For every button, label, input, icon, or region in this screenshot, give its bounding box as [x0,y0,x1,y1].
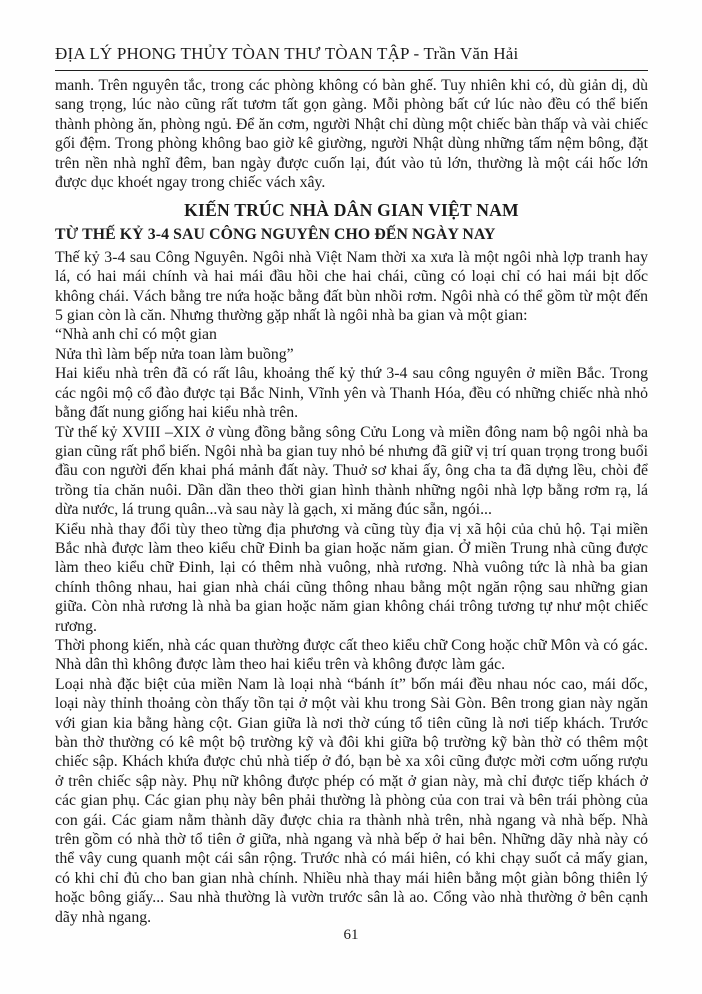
paragraph-regional-styles: Kiểu nhà thay đổi tùy theo từng địa phương và cũng tùy địa vị xã hội của chủ hộ. Tại miền Bắc nhà được làm theo kiểu chữ Đinh ba gian hoặc năm gian. Ở miền Trung nhà cũng được làm theo kiểu chữ Đinh, lại có thêm nhà vuông, nhà rương. Nhà vuông tức là nhà ba gian chính thông nhau, hai gian nhà chái cũng thông nhau bằng một ngăn rộng sau những gian giữa. Còn nhà rương là nhà ba gian hoặc năm gian không chái trông tương tự như một chiếc rương. [55,520,648,635]
folk-verse [55,325,648,364]
section-heading: KIẾN TRÚC NHÀ DÂN GIAN VIỆT NAM [184,200,519,221]
verse-line-2: Nửa thì làm bếp nửa toan làm buồng” [55,345,294,363]
running-header [55,44,648,64]
header-rule [55,70,648,71]
section-subheading: TỪ THẾ KỶ 3-4 SAU CÔNG NGUYÊN CHO ĐẾN NGÀY NAY [55,226,496,244]
paragraph-ancient-tombs: Hai kiểu nhà trên đã có rất lâu, khoảng thế kỷ thứ 3-4 sau công nguyên ở miền Bắc. Trong các ngôi mộ cổ đào được tại Bắc Ninh, Vĩnh yên và Thanh Hóa, đều có những chiếc nhà nhỏ bằng đất nung giống hai kiểu nhà trên. [55,365,648,422]
page-footer [0,926,702,944]
paragraph-southern-house: Loại nhà đặc biệt của miền Nam là loại nhà “bánh ít” bốn mái đều nhau nóc cao, mái dốc, loại này thỉnh thoảng còn thấy tồn tại ở một vài khu trong Sài Gòn. Bên trong gian này ngăn với gian kia bằng hàng cột. Gian giữa là nơi thờ cúng tổ tiên cũng là nơi tiếp khách. Trước bàn thờ thường có kê một bộ trường kỹ và đôi khi giữa bộ trường kỹ bàn thờ có thêm một chiếc sập. Khách khứa được chủ nhà tiếp ở đó, bạn bè xa xôi cũng được mời cơm uống rượu ở trên chiếc sập này. Phụ nữ không được phép có mặt ở gian này, mà chỉ được tiếp khách ở các gian phụ. Các gian phụ này bên phải thường là phòng của con trai và bên trái phòng của con gái. Các giam nằm thành dãy được chia ra thành nhà trên, nhà ngang và nhà bếp. Nhà trên gồm có nhà thờ tổ tiên ở giữa, nhà ngang và nhà bếp ở hai bên. Những dãy nhà này có thể vây cung quanh một cái sân rộng. Trước nhà có mái hiên, có khi chạy suốt cả mấy gian, có khi chỉ đủ cho ban gian nhà chính. Nhiều nhà thay mái hiên bằng một giàn bông thiên lý hoặc bông giấy... Sau nhà thường là vườn trước sân là ao. Cổng vào nhà thường ở bên cạnh dãy nhà ngang. [55,675,648,926]
paragraph-japanese-rooms: manh. Trên nguyên tắc, trong các phòng không có bàn ghế. Tuy nhiên khi có, dù giản dị, dù sang trọng, lúc nào cũng rất tươm tất gọn gàng. Mỗi phòng bất cứ lúc nào đều có thể biến thành phòng ăn, phòng ngủ. Để ăn cơm, người Nhật chỉ dùng một chiếc bàn thấp và vài chiếc gối đệm. Trong phòng không bao giờ kê giường, người Nhật dùng những tấm nệm bông, đặt trên nền nhà nghĩ đêm, ban ngày được cuốn lại, đút vào tủ lớn, thường là một cái hốc lớn được dục khoét ngay trong chiếc vách xây. [55,77,648,192]
paragraph-mekong-houses: Từ thế kỷ XVIII –XIX ở vùng đồng bằng sông Cửu Long và miền đông nam bộ ngôi nhà ba gian cũng rất phổ biến. Ngôi nhà ba gian tuy nhỏ bé nhưng đã giữ vị trí quan trọng trong buổi đầu con người đến khai phá mảnh đất này. Thuở sơ khai ấy, ông cha ta đã dựng lều, chòi để trồng tỉa chăn nuôi. Dần dần theo thời gian hình thành những ngôi nhà lợp bằng rơm rạ, lá dừa nước, lá trung quân...và sau này là gạch, xi măng đúc sẵn, ngói... [55,423,648,519]
paragraph-feudal-rules: Thời phong kiến, nhà các quan thường được cất theo kiểu chữ Cong hoặc chữ Môn và có gác. Nhà dân thì không được làm theo hai kiểu trên và không được làm gác. [55,636,648,674]
page-number: 61 [343,927,359,943]
running-header-title: ĐỊA LÝ PHONG THỦY TÒAN THƯ TÒAN TẬP - Trần Văn Hải [55,44,519,63]
page-body [55,76,648,927]
verse-line-1: “Nhà anh chỉ có một gian [55,326,217,344]
paragraph-house-origin: Thế kỷ 3-4 sau Công Nguyên. Ngôi nhà Việt Nam thời xa xưa là một ngôi nhà lợp tranh hay lá, có hai mái chính và hai mái đầu hồi che hai chái, cũng có loại chỉ có hai mái bịt dốc không chái. Vách bằng tre nứa hoặc bằng đất bùn nhồi rơm. Ngôi nhà có thể gồm từ một đến 5 gian còn là căn. Nhưng thường gặp nhất là ngôi nhà ba gian và một gian: [55,248,648,325]
